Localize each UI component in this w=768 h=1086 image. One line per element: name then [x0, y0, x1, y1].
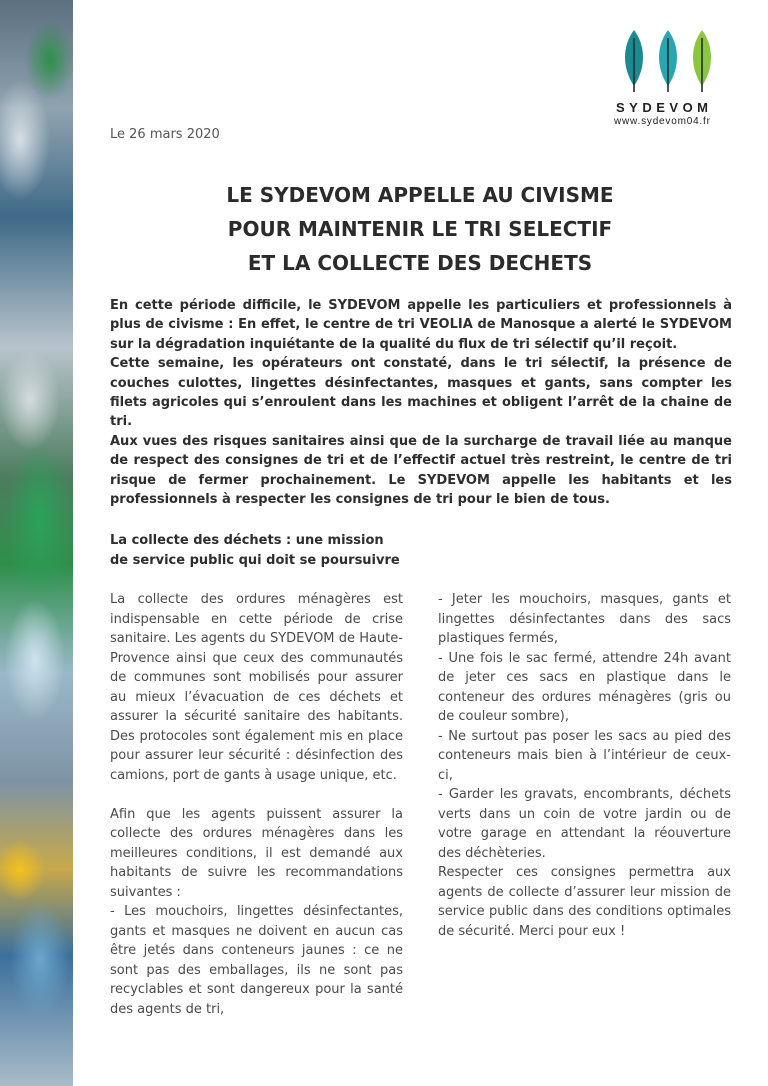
- recycling-photo-strip: [0, 0, 73, 1086]
- intro-text: Aux vues des risques sanitaires ainsi que de la surcharge de travail liée au manque de respect des consignes de tri et de l’effectif actuel très restreint, le centre de tri risque de fermer prochainement. Le SYDEVOM appelle les habitants et les professionnels à respecter les consignes de tri pour le bien de tous.: [110, 433, 732, 508]
- right-column: [438, 590, 731, 941]
- press-date: Le 26 mars 2020: [110, 127, 220, 142]
- body-paragraph: - Les mouchoirs, lingettes désinfectantes, gants et masques ne doivent en aucun cas être jetés dans conteneurs jaunes : ce ne sont pas des emballages, ils ne sont pas recyclables et sont dangereux pour la santé des agents de tri,: [110, 904, 403, 1017]
- brand-url[interactable]: www.sydevom04.fr: [614, 116, 711, 127]
- list-item: - Une fois le sac fermé, attendre 24h avant de jeter ces sacs en plastique dans le conteneur des ordures ménagères (gris ou de couleur sombre),: [438, 650, 731, 724]
- intro-paragraph: [110, 296, 732, 509]
- page-title: [110, 178, 730, 280]
- sydevom-logo: [610, 28, 732, 94]
- body-paragraph: La collecte des ordures ménagères est indispensable en cette période de crise sanitaire. Les agents du SYDEVOM de Haute-Provence ainsi que ceux des communautés de communes sont mobilisés pour assurer au mieux l’évacuation de ces déchets et assurer la sécurité sanitaire des habitants. Des protocoles sont également mis en place pour assurer leur sécurité : désinfection des camions, port de gants à usage unique, etc.: [110, 592, 403, 783]
- title-line: LE SYDEVOM APPELLE AU CIVISME: [226, 183, 614, 207]
- title-line: ET LA COLLECTE DES DECHETS: [247, 251, 593, 275]
- section-heading: La collecte des déchets : une mission de service public qui doit se poursuivre: [110, 533, 400, 568]
- title-line: POUR MAINTENIR LE TRI SELECTIF: [227, 217, 613, 241]
- left-column: [110, 590, 403, 1019]
- body-paragraph: Afin que les agents puissent assurer la collecte des ordures ménagères dans les meilleures conditions, il est demandé aux habitants de suivre les recommandations suivantes :: [110, 806, 403, 900]
- list-item: - Ne surtout pas poser les sacs au pied des conteneurs mais bien à l’intérieur de ceux-ci,: [438, 728, 731, 783]
- brand-name: SYDEVOM: [616, 100, 713, 115]
- intro-text: Cette semaine, les opérateurs ont constaté, dans le tri sélectif, la présence de couches culottes, lingettes désinfectantes, masques et gants, sans compter les filets agricoles qui s’enroulent dans les machines et obligent l’arrêt de la chaine de tri.: [110, 356, 732, 430]
- body-paragraph: Respecter ces consignes permettra aux agents de collecte d’assurer leur mission de service public dans des conditions optimales de sécurité. Merci pour eux !: [438, 865, 731, 939]
- list-item: - Jeter les mouchoirs, masques, gants et lingettes désinfectantes dans des sacs plastiques fermés,: [438, 592, 731, 646]
- list-item: - Garder les gravats, encombrants, déchets verts dans un coin de votre jardin ou de votre garage en attendant la réouverture des déchèteries.: [438, 787, 731, 861]
- intro-text: En cette période difficile, le SYDEVOM appelle les particuliers et professionnels à plus de civisme : En effet, le centre de tri VEOLIA de Manosque a alerté le SYDEVOM sur la dégradation inquiétante de la qualité du flux de tri sélectif qu’il reçoit.: [110, 298, 732, 352]
- leaves-logo-icon: [620, 28, 720, 94]
